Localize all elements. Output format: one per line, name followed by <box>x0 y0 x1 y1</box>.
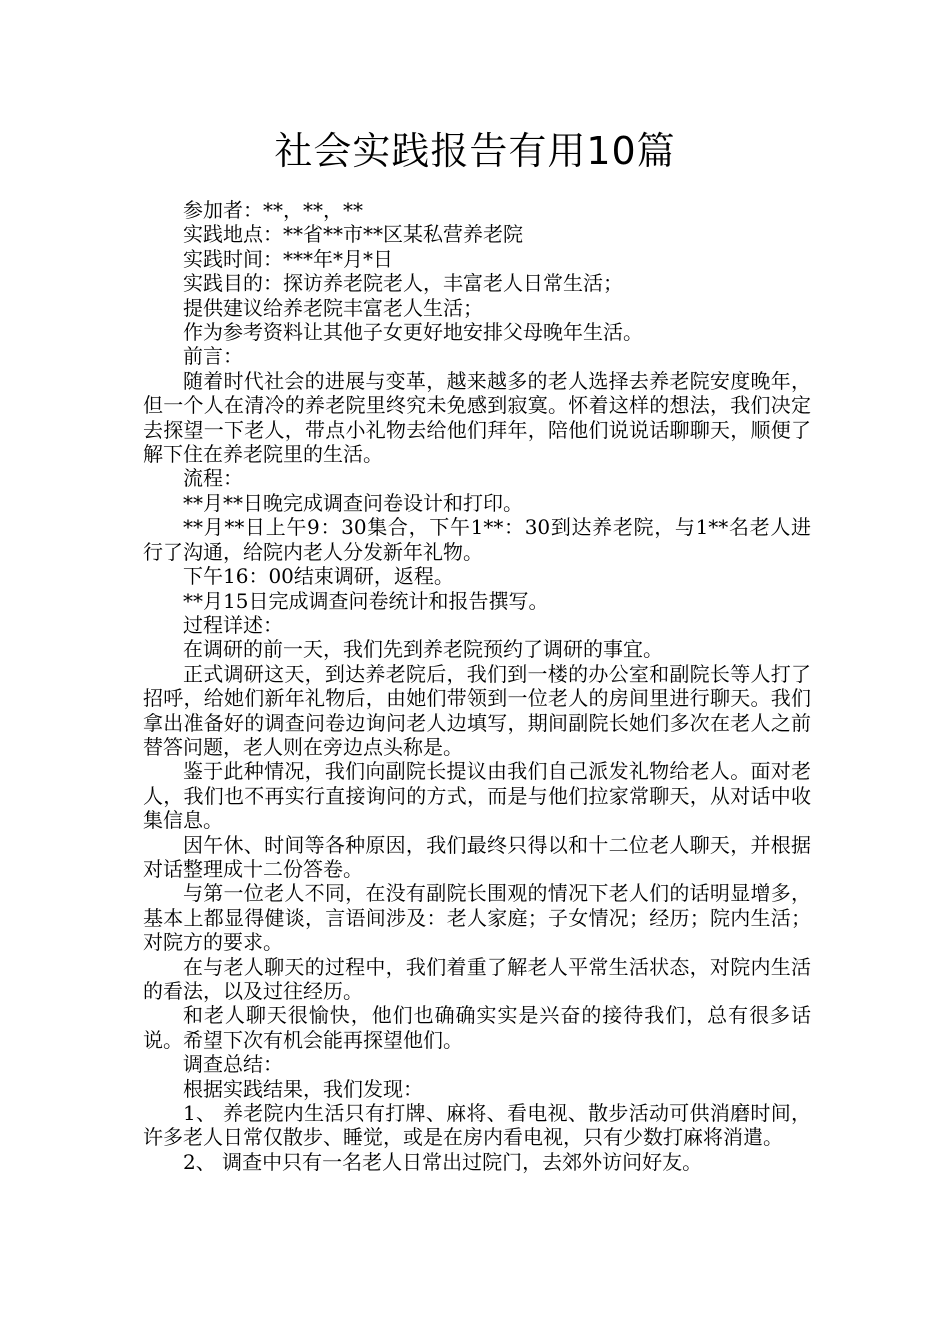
paragraph-purpose-2: 提供建议给养老院丰富老人生活； <box>183 295 483 320</box>
paragraph-details-3: 鉴于此种情况，我们向副院长提议由我们自己派发礼物给老人。面对老人，我们也不再实行直接询问的方式，而是与他们拉家常聊天，从对话中收集信息。 <box>143 759 811 833</box>
paragraph-purpose-3: 作为参考资料让其他子女更好地安排父母晚年生活。 <box>183 320 643 345</box>
section-heading-details: 过程详述： <box>183 612 283 637</box>
paragraph-summary-2: 2、 调查中只有一名老人日常出过院门，去郊外访问好友。 <box>183 1149 703 1174</box>
paragraph-details-4: 因午休、时间等各种原因，我们最终只得以和十二位老人聊天，并根据对话整理成十二份答卷。 <box>143 832 811 881</box>
paragraph-summary-intro: 根据实践结果，我们发现： <box>183 1076 423 1101</box>
paragraph-preface: 随着时代社会的进展与变革，越来越多的老人选择去养老院安度晚年，但一个人在清冷的养老院里终究未免感到寂寞。怀着这样的想法，我们决定去探望一下老人，带点小礼物去给他们拜年，陪他们说说话聊聊天，顺便了解下住在养老院里的生活。 <box>143 368 811 467</box>
paragraph-summary-1: 1、 养老院内生活只有打牌、麻将、看电视、散步活动可供消磨时间，许多老人日常仅散步、睡觉，或是在房内看电视，只有少数打麻将消遣。 <box>143 1101 811 1150</box>
paragraph-details-2: 正式调研这天，到达养老院后，我们到一楼的办公室和副院长等人打了招呼，给她们新年礼物后，由她们带领到一位老人的房间里进行聊天。我们拿出准备好的调查问卷边询问老人边填写，期间副院长她们多次在老人之前替答问题，老人则在旁边点头称是。 <box>143 661 811 759</box>
paragraph-details-7: 和老人聊天很愉快，他们也确确实实是兴奋的接待我们，总有很多话说。希望下次有机会能再探望他们。 <box>143 1003 811 1052</box>
paragraph-process-1: **月**日晚完成调查问卷设计和打印。 <box>183 490 523 515</box>
paragraph-process-3: 下午16：00结束调研，返程。 <box>183 564 454 589</box>
document-title: 社会实践报告有用10篇 <box>274 129 676 173</box>
section-heading-process: 流程： <box>183 466 243 491</box>
paragraph-details-1: 在调研的前一天，我们先到养老院预约了调研的事宜。 <box>183 637 663 662</box>
paragraph-process-2: **月**日上午9：30集合，下午1**：30到达养老院，与1**名老人进行了沟通，给院内老人分发新年礼物。 <box>143 515 811 564</box>
paragraph-time: 实践时间：***年*月*日 <box>183 246 393 271</box>
document-body <box>143 198 811 1174</box>
section-heading-preface: 前言： <box>183 344 243 369</box>
section-heading-summary: 调查总结： <box>183 1052 283 1077</box>
paragraph-participants: 参加者：**，**，** <box>183 198 363 222</box>
paragraph-details-5: 与第一位老人不同，在没有副院长围观的情况下老人们的话明显增多，基本上都显得健谈，言语间涉及：老人家庭；子女情况；经历；院内生活；对院方的要求。 <box>143 881 811 955</box>
paragraph-location: 实践地点：**省**市**区某私营养老院 <box>183 222 523 247</box>
paragraph-purpose: 实践目的：探访养老院老人，丰富老人日常生活； <box>183 271 623 296</box>
paragraph-details-6: 在与老人聊天的过程中，我们着重了解老人平常生活状态，对院内生活的看法，以及过往经历。 <box>143 954 811 1003</box>
paragraph-process-4: **月15日完成调查问卷统计和报告撰写。 <box>183 588 549 613</box>
